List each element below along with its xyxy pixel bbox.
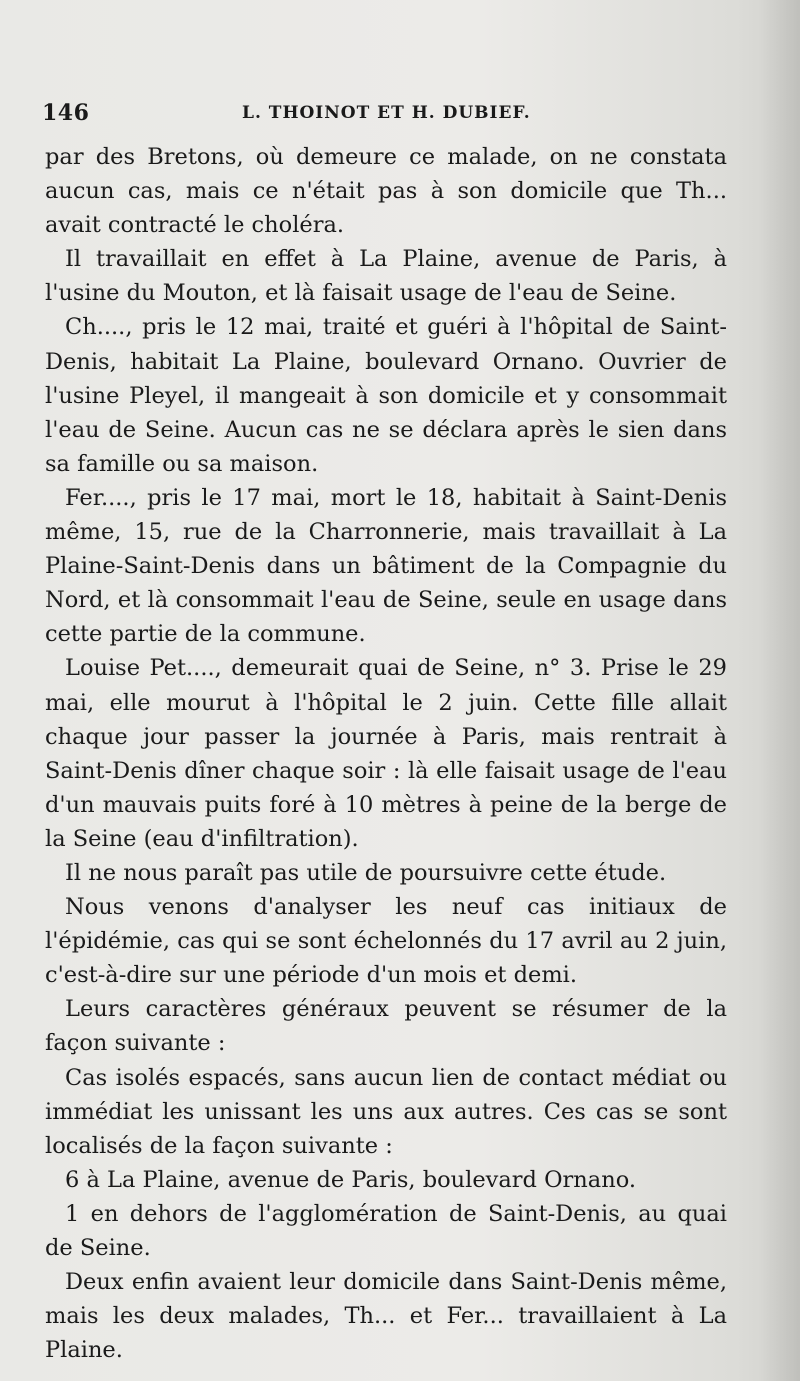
paragraph-th-work: Il travaillait en effet à La Plaine, avenue de Paris, à l'usine du Mouton, et là faisait usage de l'eau de Seine. <box>45 246 727 307</box>
paragraph-case-ch: Ch...., pris le 12 mai, traité et guéri à l'hôpital de Saint-Denis, habitait La Plaine, boulevard Ornano. Ouvrier de l'usine Pleyel, il mangeait à son domicile et y consommait l'eau de Seine. Aucun cas ne se déclara après le sien dans sa famille ou sa maison. <box>45 314 727 477</box>
paragraph-continuation: par des Bretons, où demeure ce malade, on ne constata aucun cas, mais ce n'était pas à son domicile que Th... avait contracté le choléra. <box>45 144 727 239</box>
page-edge-shadow <box>760 0 800 1381</box>
paragraph-saint-denis: Deux enfin avaient leur domicile dans Saint-Denis même, mais les deux malades, Th... et Fer... travaillaient à La Plaine. <box>45 1269 727 1364</box>
running-title: L. THOINOT ET H. DUBIEF. <box>242 103 531 123</box>
body-text <box>45 140 727 1367</box>
paragraph-initial-cases: Nous venons d'analyser les neuf cas initiaux de l'épidémie, cas qui se sont échelonnés du 17 avril au 2 juin, c'est-à-dire sur une période d'un mois et demi. <box>45 894 727 989</box>
list-item-la-plaine: 6 à La Plaine, avenue de Paris, boulevard Ornano. <box>65 1166 636 1193</box>
page-number: 146 <box>42 100 90 126</box>
paragraph-isolated-cases: Cas isolés espacés, sans aucun lien de contact médiat ou immédiat les unissant les uns aux autres. Ces cas se sont localisés de la façon suivante : <box>45 1064 727 1159</box>
paragraph-case-fer: Fer...., pris le 17 mai, mort le 18, habitait à Saint-Denis même, 15, rue de la Charronnerie, mais travaillait à La Plaine-Saint-Denis dans un bâtiment de la Compagnie du Nord, et là consommait l'eau de Seine, seule en usage dans cette partie de la commune. <box>45 484 727 648</box>
paragraph-case-louise-pet: Louise Pet...., demeurait quai de Seine, n° 3. Prise le 29 mai, elle mourut à l'hôpital le 2 juin. Cette fille allait chaque jour passer la journée à Paris, mais rentrait à Saint-Denis dîner chaque soir : là elle faisait usage de l'eau d'un mauvais puits foré à 10 mètres à peine de la berge de la Seine (eau d'infiltration). <box>45 655 727 852</box>
paragraph-study-note: Il ne nous paraît pas utile de poursuivre cette étude. <box>65 859 667 886</box>
page-header <box>42 100 732 132</box>
list-item-quai-de-seine: 1 en dehors de l'agglomération de Saint-Denis, au quai de Seine. <box>45 1200 727 1261</box>
paragraph-general-characters: Leurs caractères généraux peuvent se résumer de la façon suivante : <box>45 996 727 1057</box>
